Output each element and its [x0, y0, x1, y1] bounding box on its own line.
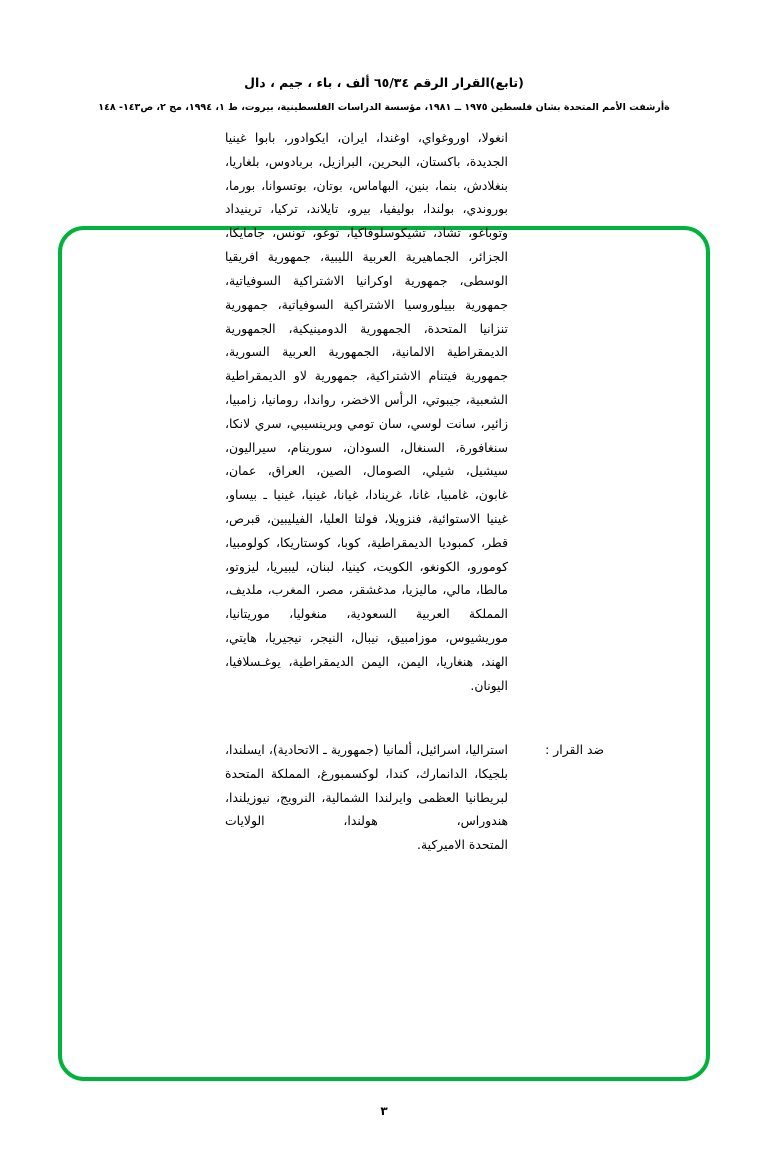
votes-in-favour-text: انغولا، اوروغواي، اوغندا، ايران، ايكوادور، بابوا غينيا الجديدة، باكستان، البحرين، البرازيل، بربادوس، بلغاريا، بنغلادش، بنما، بنين، البهاماس، بوتان، بوتسوانا، بورما، بوروندي، بولندا، بوليفيا، بيرو، تايلاند، تركيا، ترينيداد وتوباغو، تشاد، تشيكوسلوفاكيا، توغو، تونس، جامايكا، الجزائر، الجماهيرية العربية الليبية، جمهورية افريقيا الوسطى، جمهورية اوكرانيا الاشتراكية السوفياتية، جمهورية بييلوروسيا الاشتراكية السوفياتية، جمهورية تنزانيا المتحدة، الجمهورية الدومينيكية، الجمهورية الديمقراطية الالمانية، الجمهورية العربية السورية، جمهورية فيتنام الاشتراكية، جمهورية لاو الديمقراطية الشعبية، جيبوتي، الرأس الاخضر، رواندا، رومانيا، زامبيا، زائير، سانت لوسي، سان تومي وبرينسيبي، سري لانكا، سنغافورة، السنغال، السودان، سورينام، سيراليون، سيشيل، شيلي، الصومال، الصين، العراق، عمان، غابون، غامبيا، غانا، غرينادا، غيانا، غينيا، غينيا ـ بيساو، غينيا الاستوائية، فنزويلا، فولتا العليا، الفيليبين، قبرص، قطر، كمبوديا الديمقراطية، كوبا، كوستاريكا، كولومبيا، كومورو، الكونغو، الكويت، كينيا، لبنان، ليبيريا، ليزوتو، مالطا، مالي، ماليزيا، مدغشقر، مصر، المغرب، ملديف، المملكة العربية السعودية، منغوليا، موريتانيا، موريشيوس، موزامبيق، نيبال، النيجر، نيجيريا، هايتي، الهند، هنغاريا، اليمن، اليمن الديمقراطية، يوغـسلافيا، اليونان.	[225, 130, 508, 693]
votes-against-label: ضد القرار :	[545, 742, 604, 757]
document-header	[0, 74, 768, 114]
votes-against-text-last-line: المتحدة الاميركية.	[417, 837, 508, 853]
votes-against-text-wrap	[225, 738, 508, 857]
votes-in-favour-list	[225, 126, 508, 698]
document-page	[0, 74, 768, 1159]
page-title: (تابع)القرار الرقم ٦٥/٣٤ ألف ، باء ، جيم ، دال	[244, 75, 524, 90]
page-number: ٣	[380, 1104, 388, 1118]
votes-against-text: استراليا، اسرائيل، ألمانيا (جمهورية ـ الاتحادية)، ايسلندا، بلجيكا، الدانمارك، كندا، لوكسمبورغ، المملكة المتحدة لبريطانيا العظمى وايرلندا الشمالية، النرويج، نيوزيلندا، هندوراس، هولندا، الولايات	[225, 742, 508, 829]
votes-against-block	[225, 738, 604, 857]
source-citation: ةأرشفت الأمم المتحدة بشان فلسطين ١٩٧٥ ــ ١٩٨١، مؤسسة الدراسات الفلسطينية، بيروت، ط ١، ١٩٩٤، مج ٢، ص١٤٣- ١٤٨	[98, 101, 670, 113]
